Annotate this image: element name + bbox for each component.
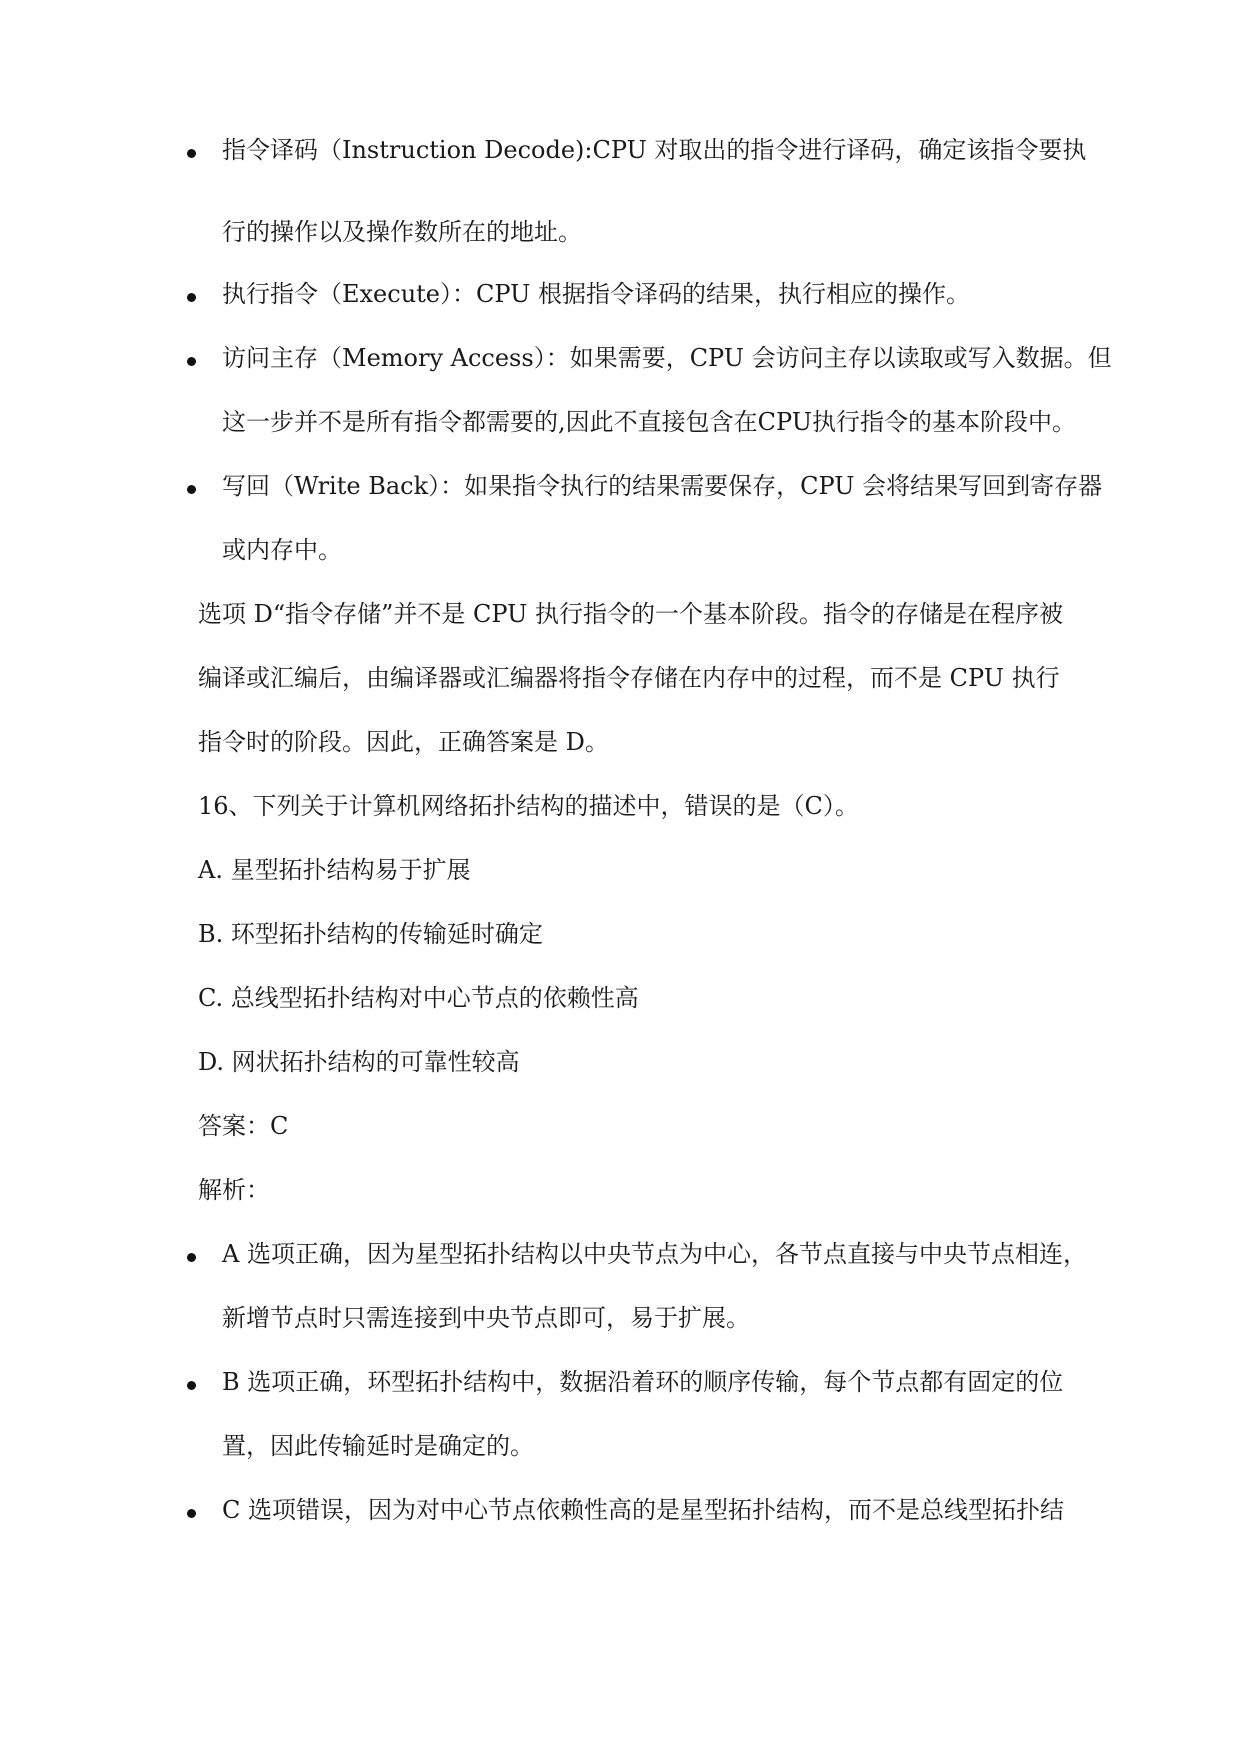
- bullet-text: 访问主存（Memory Access）：如果需要，CPU 会访问主存以读取或写入数据。但: [222, 344, 1112, 372]
- bullet-text: 写回（Write Back）：如果指令执行的结果需要保存，CPU 会将结果写回到寄存器: [222, 472, 1103, 500]
- analysis-label: 解析：: [198, 1176, 270, 1204]
- bullet-dot: [187, 149, 196, 158]
- option-c: C. 总线型拓扑结构对中心节点的依赖性高: [198, 984, 639, 1012]
- question-text: 16、下列关于计算机网络拓扑结构的描述中，错误的是（C）。: [198, 792, 859, 820]
- paragraph-line: 编译或汇编后，由编译器或汇编器将指令存储在内存中的过程，而不是 CPU 执行: [198, 664, 1060, 692]
- bullet-text-cont: 或内存中。: [222, 536, 342, 564]
- bullet-dot: [187, 1381, 196, 1390]
- bullet-text-cont: 置，因此传输延时是确定的。: [222, 1432, 534, 1460]
- option-a: A. 星型拓扑结构易于扩展: [198, 856, 471, 884]
- bullet-dot: [187, 485, 196, 494]
- bullet-text: B 选项正确，环型拓扑结构中，数据沿着环的顺序传输，每个节点都有固定的位: [222, 1368, 1064, 1396]
- bullet-dot: [187, 1509, 196, 1518]
- option-d: D. 网状拓扑结构的可靠性较高: [198, 1048, 520, 1076]
- bullet-dot: [187, 357, 196, 366]
- paragraph-line: 选项 D“指令存储”并不是 CPU 执行指令的一个基本阶段。指令的存储是在程序被: [198, 600, 1063, 628]
- paragraph-line: 指令时的阶段。因此，正确答案是 D。: [198, 728, 609, 756]
- bullet-dot: [187, 293, 196, 302]
- bullet-text: 执行指令（Execute）：CPU 根据指令译码的结果，执行相应的操作。: [222, 280, 970, 308]
- bullet-text-cont: 行的操作以及操作数所在的地址。: [222, 218, 582, 246]
- bullet-text-cont: 这一步并不是所有指令都需要的,因此不直接包含在CPU执行指令的基本阶段中。: [222, 408, 1076, 436]
- option-b: B. 环型拓扑结构的传输延时确定: [198, 920, 543, 948]
- bullet-text-cont: 新增节点时只需连接到中央节点即可，易于扩展。: [222, 1304, 750, 1332]
- bullet-dot: [187, 1253, 196, 1262]
- bullet-text: C 选项错误，因为对中心节点依赖性高的是星型拓扑结构，而不是总线型拓扑结: [222, 1496, 1064, 1524]
- answer-text: 答案：C: [198, 1112, 289, 1140]
- bullet-text: A 选项正确，因为星型拓扑结构以中央节点为中心，各节点直接与中央节点相连，: [222, 1240, 1087, 1268]
- bullet-text: 指令译码（Instruction Decode):CPU 对取出的指令进行译码，确定该指令要执: [222, 136, 1087, 164]
